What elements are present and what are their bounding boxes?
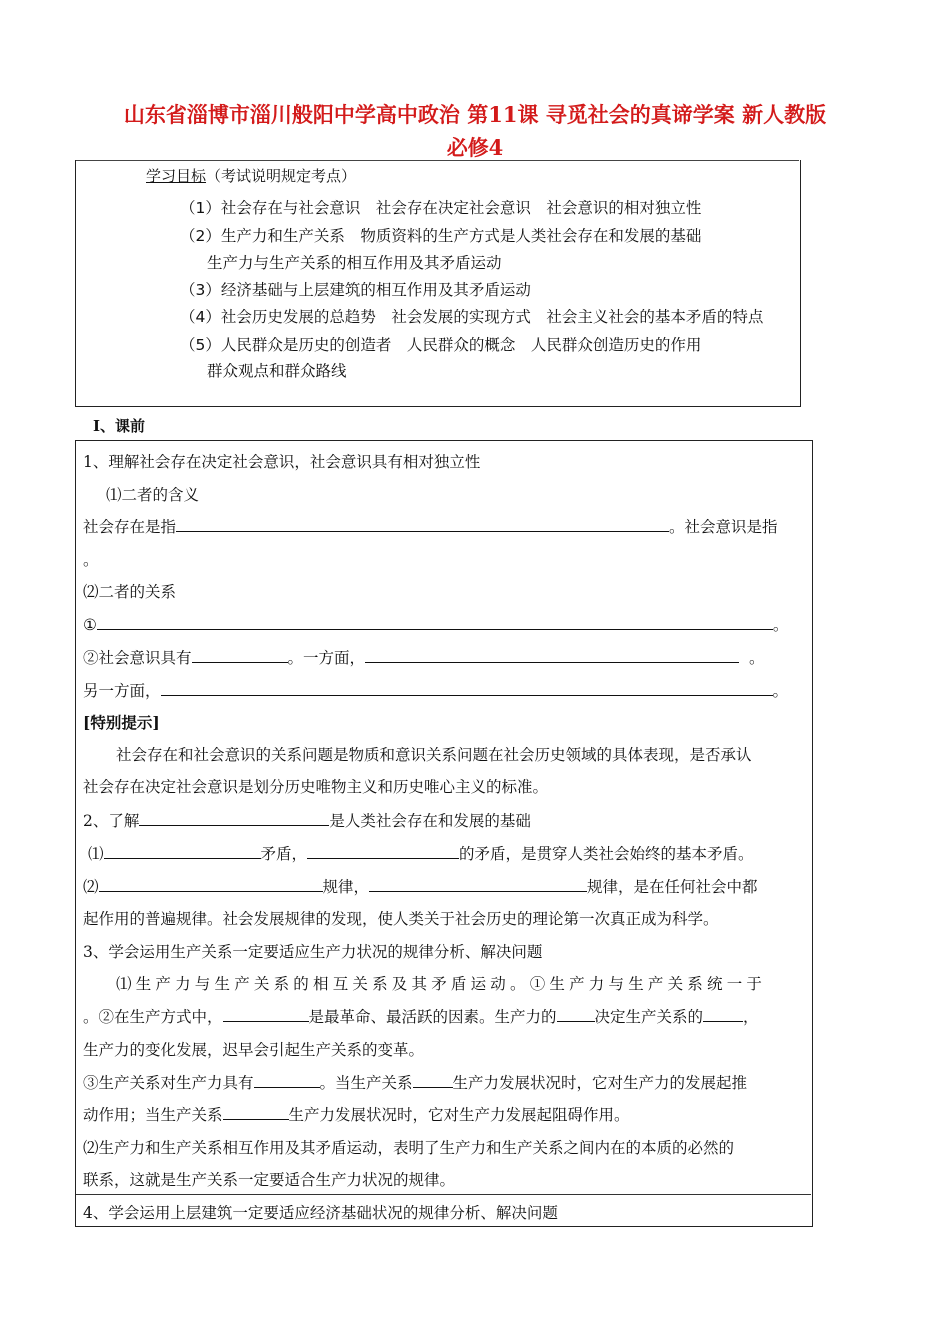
q1-circle2-mid: 。一方面， — [287, 649, 366, 667]
goal-item: （2）生产力和生产关系 物质资料的生产方式是人类社会存在和发展的基础 — [180, 227, 702, 245]
goal-item: 生产力与生产关系的相互作用及其矛盾运动 — [207, 254, 502, 272]
q1-other-end: 。 — [772, 682, 789, 700]
fill-blank[interactable] — [104, 843, 261, 859]
q2-line — [83, 809, 531, 831]
q3-p3-a: ③生产关系对生产力具有 — [83, 1074, 254, 1092]
q3-p1-line2-c: 决定生产关系的 — [594, 1008, 704, 1026]
goals-heading — [146, 165, 356, 186]
q3-p4-line2: 联系，这就是生产关系一定要适合生产力状况的规律。 — [83, 1171, 456, 1189]
fill-blank[interactable] — [703, 1006, 743, 1022]
q3-p3-line2-a: 动作用；当生产关系 — [83, 1106, 223, 1124]
goal-item: （5）人民群众是历史的创造者 人民群众的概念 人民群众创造历史的作用 — [180, 336, 702, 354]
fill-blank[interactable] — [176, 516, 669, 532]
fill-blank[interactable] — [192, 647, 288, 663]
q3-p1-line1: ⑴生产力与生产关系的相互关系及其矛盾运动。①生产力与生产关系统一于 — [116, 975, 767, 993]
q2-p2-line — [83, 875, 758, 897]
fill-blank[interactable] — [254, 1072, 320, 1088]
q2-p1-end: 的矛盾，是贯穿人类社会始终的基本矛盾。 — [459, 845, 754, 863]
fill-blank[interactable] — [161, 680, 773, 696]
q2-p1-line — [88, 842, 754, 864]
tip-line-2: 社会存在决定社会意识是划分历史唯物主义和历史唯心主义的标准。 — [83, 778, 549, 796]
q1-line-b: 。 — [83, 551, 99, 569]
goal-item: （4）社会历史发展的总趋势 社会发展的实现方式 社会主义社会的基本矛盾的特点 — [180, 308, 764, 326]
q2-p2-end: 规律，是在任何社会中都 — [587, 878, 758, 896]
q3-p1-line2-a: 。②在生产方式中， — [83, 1008, 223, 1026]
fill-blank[interactable] — [139, 810, 329, 826]
section-label: Ⅰ、课前 — [93, 417, 146, 435]
fill-blank[interactable] — [97, 614, 773, 630]
fill-blank[interactable] — [365, 647, 739, 663]
q1-other-line — [83, 679, 788, 701]
fill-blank[interactable] — [223, 1104, 289, 1120]
q2-p2-line2: 起作用的普遍规律。社会发展规律的发现，使人类关于社会历史的理论第一次真正成为科学。 — [83, 910, 719, 928]
q3-p1-line2 — [83, 1005, 759, 1027]
q4-title: 4、学会运用上层建筑一定要适应经济基础状况的规律分析、解决问题 — [83, 1204, 558, 1222]
goal-item: （3）经济基础与上层建筑的相互作用及其矛盾运动 — [180, 281, 531, 299]
q3-p1-line3: 生产力的变化发展，迟早会引起生产关系的变革。 — [83, 1041, 425, 1059]
title-line-2: 必修4 — [446, 135, 504, 160]
row-divider — [76, 1194, 811, 1195]
q2-p2-label: ⑵ — [83, 878, 99, 896]
q3-p3-line2 — [83, 1103, 630, 1125]
goals-heading-text: 学习目标 — [146, 167, 207, 185]
q1-circle1-end: 。 — [772, 616, 789, 634]
q3-p1-line2-b: 是最革命、最活跃的因素。生产力的 — [308, 1008, 557, 1026]
goals-heading-note: （考试说明规定考点） — [206, 167, 357, 185]
q3-p4-line1: ⑵生产力和生产关系相互作用及其矛盾运动，表明了生产力和生产关系之间内在的本质的必然的 — [83, 1139, 735, 1157]
q1-other-start: 另一方面， — [83, 682, 161, 700]
tip-title: [特别提示] — [83, 713, 160, 732]
q1-line-a-end: 。社会意识是指 — [669, 518, 778, 536]
q1-line-a-start: 社会存在是指 — [83, 518, 177, 536]
q1-circle2-start: ②社会意识具有 — [83, 649, 192, 667]
q3-p3-b: 。当生产关系 — [319, 1074, 413, 1092]
q3-p3-c: 生产力发展状况时，它对生产力的发展起推 — [452, 1074, 748, 1092]
q1-circle2-line — [83, 646, 765, 668]
fill-blank[interactable] — [99, 876, 323, 892]
tip-line-1: 社会存在和社会意识的关系问题是物质和意识关系问题在社会历史领域的具体表现，是否承认 — [116, 746, 752, 764]
q2-p1-label: ⑴ — [88, 845, 104, 863]
q3-p3-line2-b: 生产力发展状况时，它对生产力发展起阻碍作用。 — [288, 1106, 630, 1124]
q1-sub2: ⑵二者的关系 — [83, 583, 177, 601]
q1-line-a — [83, 515, 778, 537]
fill-blank[interactable] — [369, 876, 587, 892]
q2-p1-mid: 矛盾， — [260, 845, 308, 863]
q2-start: 2、了解 — [83, 812, 140, 830]
goal-item: （1）社会存在与社会意识 社会存在决定社会意识 社会意识的相对独立性 — [180, 199, 702, 217]
goal-item: 群众观点和群众路线 — [207, 362, 347, 380]
q1-circle2-end: 。 — [749, 649, 765, 667]
q1-circle1-line — [83, 613, 788, 635]
q1-title: 1、理解社会存在决定社会意识，社会意识具有相对独立性 — [83, 453, 481, 471]
fill-blank[interactable] — [223, 1006, 309, 1022]
q3-p3-line1 — [83, 1071, 747, 1093]
document-title — [60, 98, 890, 164]
q3-title: 3、学会运用生产关系一定要适应生产力状况的规律分析、解决问题 — [83, 943, 543, 961]
q2-p2-mid: 规律， — [322, 878, 370, 896]
q3-p1-line2-d: ， — [743, 1008, 759, 1026]
q1-sub1: ⑴二者的含义 — [106, 486, 200, 504]
q1-circle1: ① — [83, 616, 97, 634]
fill-blank[interactable] — [557, 1006, 595, 1022]
title-line-1: 山东省淄博市淄川般阳中学高中政治 第11课 寻觅社会的真谛学案 新人教版 — [123, 102, 827, 127]
fill-blank[interactable] — [413, 1072, 453, 1088]
fill-blank[interactable] — [307, 843, 459, 859]
q2-end: 是人类社会存在和发展的基础 — [329, 812, 531, 830]
